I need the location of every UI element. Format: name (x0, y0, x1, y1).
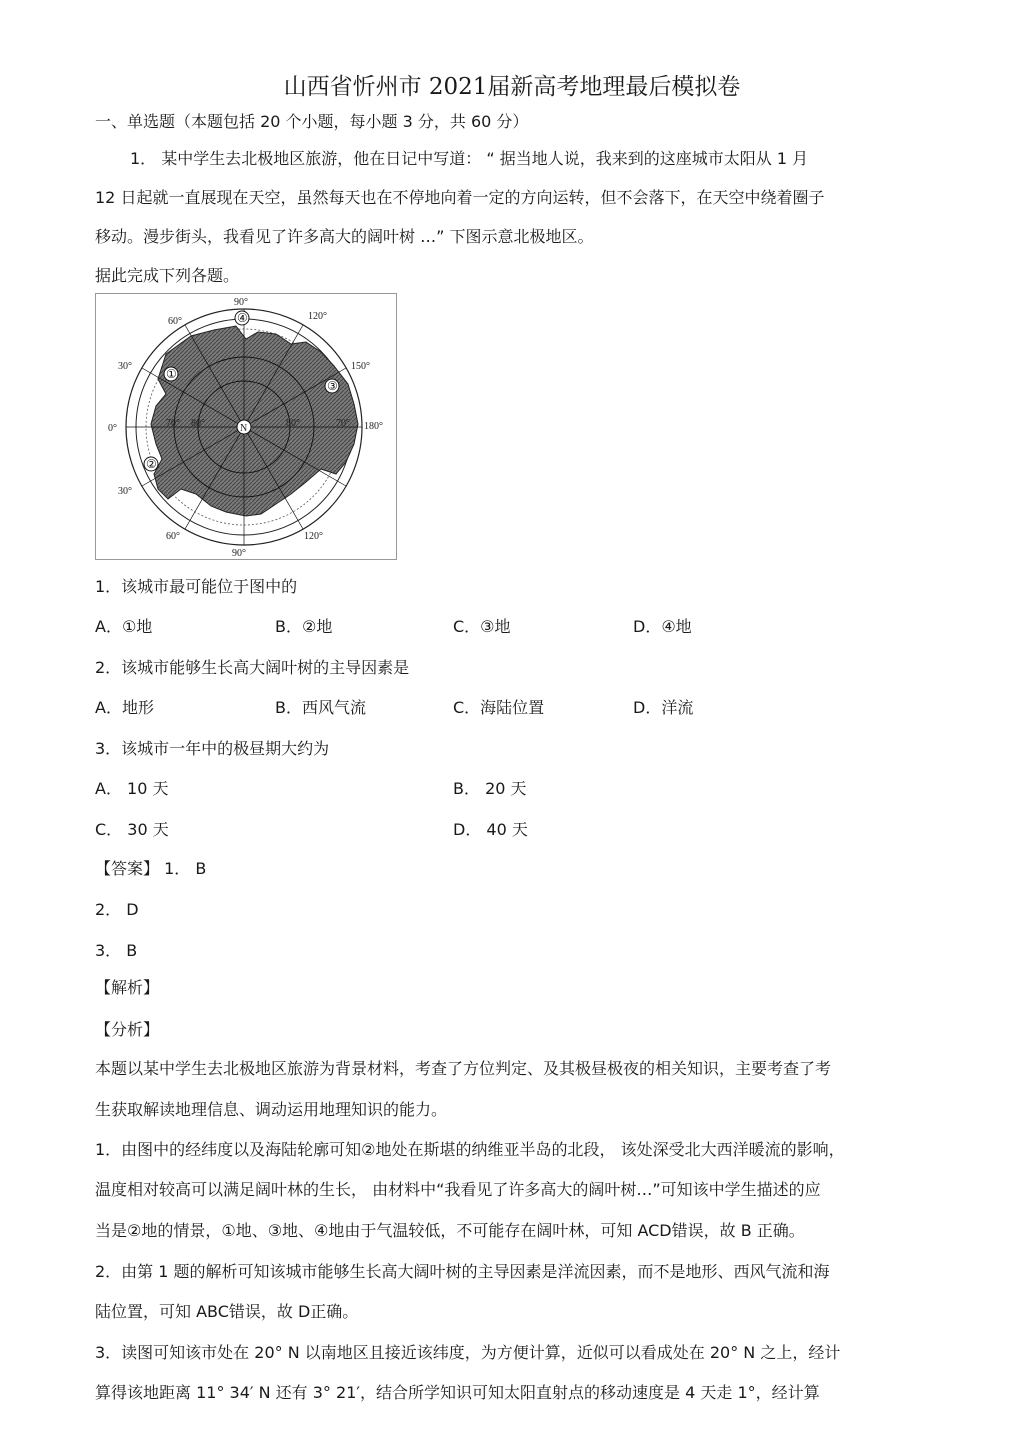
lon-label: 90° (234, 297, 248, 308)
question-3-stem: 3．该城市一年中的极昼期大约为 (95, 739, 330, 758)
lat-label: 70° (166, 418, 180, 429)
q3-option-a: A． 10 天 (95, 779, 169, 798)
q3-option-d: D． 40 天 (453, 820, 528, 839)
page-title: 山西省忻州市 2021届新高考地理最后模拟卷 (283, 74, 741, 100)
lon-label: 60° (166, 531, 180, 542)
lat-label: 80° (191, 418, 205, 429)
lon-label: 120° (304, 531, 323, 542)
q2-option-a: A．地形 (95, 698, 154, 717)
analysis-line: 3．读图可知该市处在 20° N 以南地区且接近该纬度，为方便计算，近似可以看成处在 20° N 之上，经计 (95, 1343, 841, 1362)
lon-label: 180° (364, 421, 383, 432)
analysis-subheading: 【分析】 (95, 1020, 160, 1039)
question-intro-line-3: 移动。漫步街头，我看见了许多高大的阔叶树 …” 下图示意北极地区。 (95, 227, 594, 246)
q2-option-d: D．洋流 (633, 698, 694, 717)
pole-label: N (240, 423, 248, 434)
lon-label: 90° (232, 548, 246, 559)
place-marker-1: ① (166, 367, 177, 381)
answer-line: 【答案】 1． B (95, 859, 207, 878)
analysis-line: 生获取解读地理信息、调动运用地理知识的能力。 (95, 1100, 448, 1119)
arctic-map (95, 293, 397, 560)
answer-line: 3． B (95, 941, 138, 960)
analysis-line: 当是②地的情景，①地、③地、④地由于气温较低，不可能存在阔叶林，可知 ACD错误，故 B 正确。 (95, 1221, 805, 1240)
question-intro-line-1: 1． 某中学生去北极地区旅游，他在日记中写道： “ 据当地人说，我来到的这座城市太阳从 1 月 (130, 149, 809, 168)
q1-option-b: B．②地 (275, 617, 333, 636)
section-heading: 一、单选题（本题包括 20 个小题，每小题 3 分，共 60 分） (95, 112, 529, 131)
lon-label: 60° (168, 316, 182, 327)
answer-line: 2． D (95, 900, 139, 919)
q3-option-c: C． 30 天 (95, 820, 169, 839)
lon-label: 0° (108, 423, 117, 434)
q2-option-b: B．西风气流 (275, 698, 366, 717)
lon-label: 30° (118, 361, 132, 372)
lon-label: 150° (351, 361, 370, 372)
analysis-line: 本题以某中学生去北极地区旅游为背景材料，考查了方位判定、及其极昼极夜的相关知识，主要考查了考 (95, 1059, 832, 1078)
analysis-line: 陆位置，可知 ABC错误，故 D正确。 (95, 1302, 359, 1321)
lon-label: 120° (308, 311, 327, 322)
lon-label: 30° (118, 486, 132, 497)
analysis-line: 算得该地距离 11° 34′ N 还有 3° 21′，结合所学知识可知太阳直射点的移动速度是 4 天走 1°，经计算 (95, 1383, 820, 1402)
question-2-stem: 2．该城市能够生长高大阔叶树的主导因素是 (95, 658, 410, 677)
analysis-heading: 【解析】 (95, 978, 160, 997)
place-marker-4: ④ (237, 311, 248, 325)
q2-option-c: C．海陆位置 (453, 698, 545, 717)
analysis-line: 温度相对较高可以满足阔叶林的生长， 由材料中“我看见了许多高大的阔叶树…”可知该中学生描述的应 (95, 1180, 821, 1199)
q1-option-c: C．③地 (453, 617, 511, 636)
analysis-line: 1．由图中的经纬度以及海陆轮廓可知②地处在斯堪的纳维亚半岛的北段， 该处深受北大西洋暖流的影响， (95, 1140, 845, 1159)
lat-label: 80° (286, 418, 300, 429)
q1-option-d: D．④地 (633, 617, 692, 636)
q3-option-b: B． 20 天 (453, 779, 527, 798)
analysis-line: 2．由第 1 题的解析可知该城市能够生长高大阔叶树的主导因素是洋流因素，而不是地形、西风气流和海 (95, 1262, 830, 1281)
question-1-stem: 1．该城市最可能位于图中的 (95, 577, 298, 596)
place-marker-3: ③ (327, 379, 338, 393)
question-intro-line-4: 据此完成下列各题。 (95, 266, 240, 285)
question-intro-line-2: 12 日起就一直展现在天空，虽然每天也在不停地向着一定的方向运转，但不会落下，在天空中绕着圈子 (95, 188, 825, 207)
lat-label: 70° (336, 418, 350, 429)
place-marker-2: ② (146, 457, 157, 471)
q1-option-a: A．①地 (95, 617, 153, 636)
